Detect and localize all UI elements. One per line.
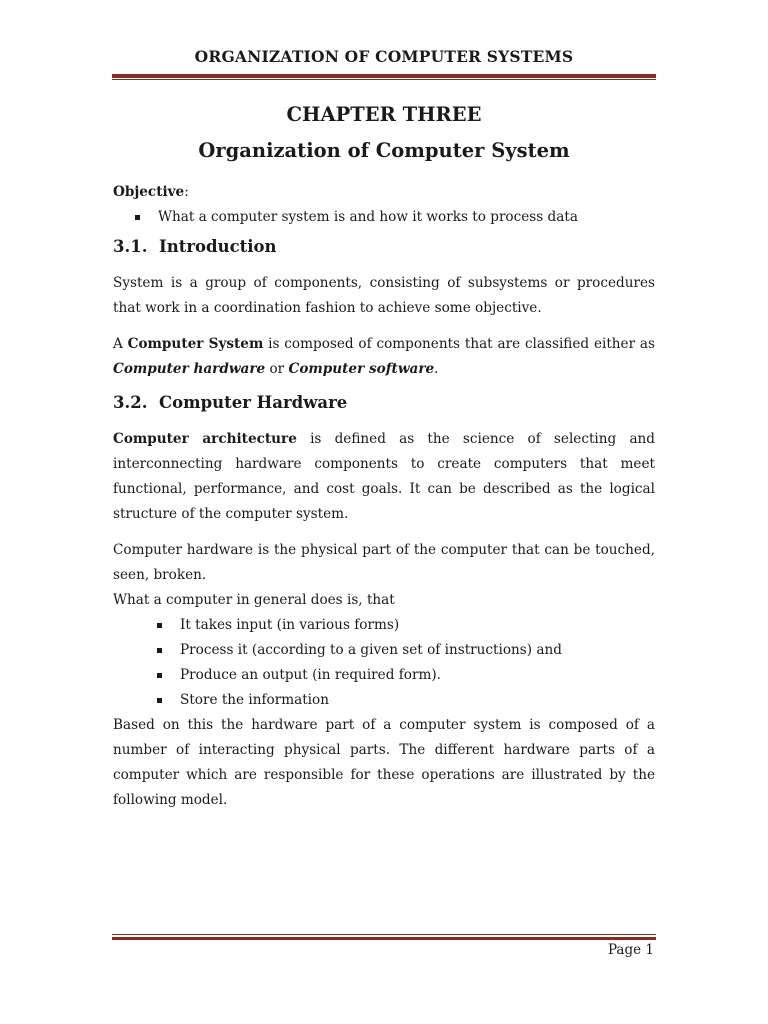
- list-item: [113, 205, 655, 230]
- list-item: [113, 688, 655, 713]
- objective-line: [113, 180, 655, 205]
- list-item-text: Produce an output (in required form).: [180, 667, 441, 683]
- intro-paragraph: System is a group of components, consisting of subsystems or procedures that work in a coordination fashion to achieve some objective.: [113, 275, 655, 316]
- section-number: 3.1.: [113, 237, 148, 256]
- list-item-text: Store the information: [180, 692, 329, 708]
- footer-rule-thin: [112, 934, 656, 935]
- list-item: [113, 613, 655, 638]
- header-rule: [112, 74, 656, 78]
- running-header: ORGANIZATION OF COMPUTER SYSTEMS: [194, 47, 574, 66]
- list-item-text: What a computer system is and how it works to process data: [158, 209, 578, 225]
- bold-term: Computer architecture: [113, 431, 297, 447]
- section-heading-introduction: [113, 234, 655, 260]
- bullet-square-icon: [135, 215, 140, 220]
- chapter-label: CHAPTER THREE: [286, 103, 482, 126]
- objective-list: [113, 205, 655, 230]
- what-computer-does-line: What a computer in general does is, that: [113, 592, 395, 608]
- bullet-square-icon: [157, 623, 162, 628]
- chapter-title: Organization of Computer System: [198, 139, 570, 162]
- list-item-text: Process it (according to a given set of instructions) and: [180, 642, 562, 658]
- list-item: [113, 663, 655, 688]
- bold-italic-term: Computer software: [288, 361, 435, 377]
- hardware-definition-paragraph: Computer hardware is the physical part of the computer that can be touched, seen, broken.: [113, 542, 655, 583]
- page-body: [113, 100, 655, 813]
- objective-label: Objective: [113, 184, 185, 200]
- page-number: Page 1: [607, 942, 654, 958]
- text-run: or: [265, 361, 289, 377]
- list-item: [113, 638, 655, 663]
- section-heading-computer-hardware: [113, 390, 655, 416]
- architecture-paragraph: [113, 427, 655, 527]
- header-rule-thin: [112, 79, 656, 80]
- footer-rule: [112, 937, 656, 940]
- text-run: .: [434, 361, 439, 377]
- hardware-parts-paragraph: Based on this the hardware part of a computer system is composed of a number of interacting physical parts. The different hardware parts of a computer which are responsible for these operations are illustrated by the following model.: [113, 717, 655, 808]
- list-item-text: It takes input (in various forms): [180, 617, 400, 633]
- bold-italic-term: Computer hardware: [113, 361, 266, 377]
- section-number: 3.2.: [113, 393, 148, 412]
- text-run: is defined as the science of selecting and interconnecting hardware components to create computers that meet functional, performance, and cost goals. It can be described as the logical structure of the computer system.: [113, 431, 655, 522]
- bullet-square-icon: [157, 698, 162, 703]
- section-title: Computer Hardware: [159, 393, 348, 412]
- bullet-square-icon: [157, 673, 162, 678]
- text-run: A: [113, 336, 128, 352]
- objective-colon: :: [184, 184, 189, 200]
- bold-term: Computer System: [127, 336, 264, 352]
- computer-system-paragraph: [113, 332, 655, 382]
- bullet-square-icon: [157, 648, 162, 653]
- text-run: is composed of components that are classified either as: [263, 336, 656, 352]
- function-list: [113, 613, 655, 713]
- section-title: Introduction: [159, 237, 277, 256]
